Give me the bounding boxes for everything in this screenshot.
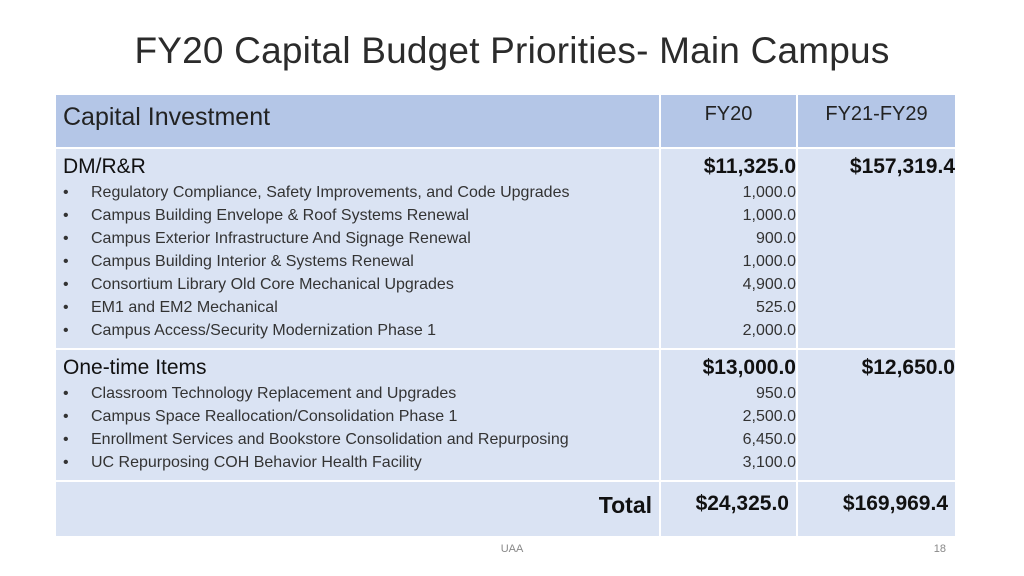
item-fy20-value: 4,900.0 xyxy=(742,276,796,293)
list-item xyxy=(63,250,659,273)
bullet-icon: • xyxy=(63,385,69,402)
header-capital-investment: Capital Investment xyxy=(55,94,660,148)
item-label: EM1 and EM2 Mechanical xyxy=(91,299,278,316)
list-item xyxy=(63,204,659,227)
total-fy20: $24,325.0 xyxy=(660,481,797,537)
item-fy20-value: 900.0 xyxy=(755,230,796,247)
item-fy20-value: 2,500.0 xyxy=(742,408,796,425)
item-label: Consortium Library Old Core Mechanical Upgrades xyxy=(91,276,454,293)
section-title: DM/R&R xyxy=(63,155,146,178)
item-fy20-value: 525.0 xyxy=(755,299,796,316)
item-fy20-value: 1,000.0 xyxy=(742,184,796,201)
item-fy20-value: 950.0 xyxy=(755,385,796,402)
item-label: Campus Building Interior & Systems Renewal xyxy=(91,253,414,270)
bullet-icon: • xyxy=(63,299,69,316)
list-item xyxy=(63,405,659,428)
header-row xyxy=(55,94,956,148)
list-item xyxy=(63,296,659,319)
list-item xyxy=(63,451,659,474)
item-label: UC Repurposing COH Behavior Health Facility xyxy=(91,454,422,471)
item-label: Regulatory Compliance, Safety Improvements, and Code Upgrades xyxy=(91,184,570,201)
item-fy20-value: 3,100.0 xyxy=(742,454,796,471)
section-description-cell xyxy=(55,349,660,481)
header-fy20: FY20 xyxy=(660,94,797,148)
bullet-icon: • xyxy=(63,408,69,425)
section-row xyxy=(55,349,956,481)
bullet-icon: • xyxy=(63,454,69,471)
item-fy20-value: 2,000.0 xyxy=(742,322,796,339)
item-label: Campus Access/Security Modernization Phase 1 xyxy=(91,322,437,339)
section-item-list xyxy=(56,382,659,480)
bullet-icon: • xyxy=(63,207,69,224)
bullet-icon: • xyxy=(63,322,69,339)
list-item xyxy=(63,382,659,405)
item-fy20-value: 1,000.0 xyxy=(742,207,796,224)
section-row xyxy=(55,148,956,349)
bullet-icon: • xyxy=(63,431,69,448)
section-fy21-fy29-cell xyxy=(797,148,956,349)
section-fy20-total: $11,325.0 xyxy=(703,155,796,178)
header-fy21-fy29: FY21-FY29 xyxy=(797,94,956,148)
budget-table xyxy=(54,93,957,538)
item-label: Classroom Technology Replacement and Upgrades xyxy=(91,385,457,402)
section-description-cell xyxy=(55,148,660,349)
section-fy20-cell xyxy=(660,148,797,349)
total-row xyxy=(55,481,956,537)
section-fy21-fy29-total: $12,650.0 xyxy=(861,356,955,379)
section-fy21-fy29-cell xyxy=(797,349,956,481)
section-fy20-total: $13,000.0 xyxy=(702,356,796,379)
section-fy20-cell xyxy=(660,349,797,481)
slide-title: FY20 Capital Budget Priorities- Main Campus xyxy=(134,30,890,71)
list-item xyxy=(63,428,659,451)
item-fy20-value: 1,000.0 xyxy=(742,253,796,270)
item-label: Enrollment Services and Bookstore Consolidation and Repurposing xyxy=(91,431,569,448)
list-item xyxy=(63,181,659,204)
page-number: 18 xyxy=(933,543,946,555)
list-item xyxy=(63,319,659,342)
total-fy21-fy29: $169,969.4 xyxy=(797,481,956,537)
footer-label: UAA xyxy=(500,543,524,555)
section-item-list xyxy=(56,181,659,348)
item-fy20-value: 6,450.0 xyxy=(742,431,796,448)
item-label: Campus Building Envelope & Roof Systems Renewal xyxy=(91,207,469,224)
bullet-icon: • xyxy=(63,230,69,247)
bullet-icon: • xyxy=(63,184,69,201)
total-label: Total xyxy=(55,481,660,537)
bullet-icon: • xyxy=(63,276,69,293)
item-label: Campus Exterior Infrastructure And Signage Renewal xyxy=(91,230,471,247)
section-title: One-time Items xyxy=(63,356,207,379)
list-item xyxy=(63,273,659,296)
item-label: Campus Space Reallocation/Consolidation Phase 1 xyxy=(91,408,458,425)
list-item xyxy=(63,227,659,250)
section-fy21-fy29-total: $157,319.4 xyxy=(849,155,955,178)
bullet-icon: • xyxy=(63,253,69,270)
